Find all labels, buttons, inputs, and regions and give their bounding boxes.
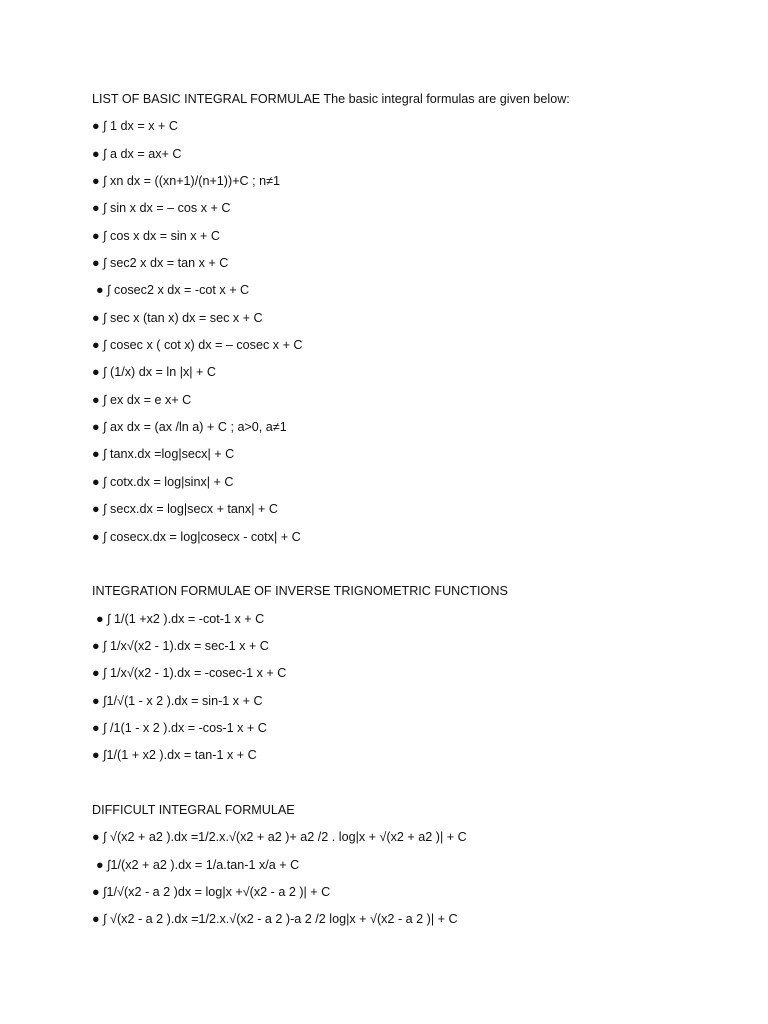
formula-item: ● ∫ cosec2 x dx = -cot x + C — [96, 283, 250, 298]
formula-item: ● ∫ sin x dx = – cos x + C — [92, 201, 231, 216]
formula-item: ● ∫ /1(1 - x 2 ).dx = -cos-1 x + C — [92, 720, 267, 735]
formula-item: ● ∫ cotx.dx = log|sinx| + C — [92, 474, 234, 489]
formula-item: ● ∫ a dx = ax+ C — [92, 146, 182, 161]
formula-item: ● ∫ cosecx.dx = log|cosecx - cotx| + C — [92, 529, 301, 544]
formula-item: ● ∫ secx.dx = log|secx + tanx| + C — [92, 502, 278, 517]
section-spacer — [92, 770, 732, 797]
formula-item: ● ∫ cosec x ( cot x) dx = – cosec x + C — [92, 338, 303, 353]
formula-item: ● ∫ cos x dx = sin x + C — [92, 228, 220, 243]
section-heading-difficult: DIFFICULT INTEGRAL FORMULAE — [92, 802, 295, 817]
formula-item: ● ∫1/√(1 - x 2 ).dx = sin-1 x + C — [92, 693, 263, 708]
formula-item: ● ∫ ex dx = e x+ C — [92, 392, 192, 407]
formula-item: ● ∫ √(x2 - a 2 ).dx =1/2.x.√(x2 - a 2 )-a 2 /2 log|x + √(x2 - a 2 )| + C — [92, 912, 458, 927]
formula-item: ● ∫ ax dx = (ax /ln a) + C ; a>0, a≠1 — [92, 420, 287, 435]
formula-item: ● ∫1/√(x2 - a 2 )dx = log|x +√(x2 - a 2 )| + C — [92, 884, 331, 899]
formula-item: ● ∫ tanx.dx =log|secx| + C — [92, 447, 235, 462]
formula-item: ● ∫ 1/x√(x2 - 1).dx = -cosec-1 x + C — [92, 666, 287, 681]
section-spacer — [92, 551, 732, 578]
document-body — [92, 86, 732, 934]
formula-item: ● ∫ 1/(1 +x2 ).dx = -cot-1 x + C — [96, 611, 265, 626]
formula-item: ● ∫ 1 dx = x + C — [92, 119, 178, 134]
formula-item: ● ∫ sec x (tan x) dx = sec x + C — [92, 310, 263, 325]
formula-item: ● ∫1/(x2 + a2 ).dx = 1/a.tan-1 x/a + C — [96, 857, 300, 872]
formula-item: ● ∫ sec2 x dx = tan x + C — [92, 256, 229, 271]
formula-item: ● ∫1/(1 + x2 ).dx = tan-1 x + C — [92, 748, 257, 763]
formula-item: ● ∫ 1/x√(x2 - 1).dx = sec-1 x + C — [92, 638, 269, 653]
section-heading-inverse-trig: INTEGRATION FORMULAE OF INVERSE TRIGNOMETRIC FUNCTIONS — [92, 584, 508, 599]
formula-item: ● ∫ (1/x) dx = ln |x| + C — [92, 365, 216, 380]
formula-item: ● ∫ xn dx = ((xn+1)/(n+1))+C ; n≠1 — [92, 174, 281, 189]
section-heading-basic: LIST OF BASIC INTEGRAL FORMULAE The basic integral formulas are given below: — [92, 92, 570, 106]
formula-item: ● ∫ √(x2 + a2 ).dx =1/2.x.√(x2 + a2 )+ a2 /2 . log|x + √(x2 + a2 )| + C — [92, 830, 467, 845]
